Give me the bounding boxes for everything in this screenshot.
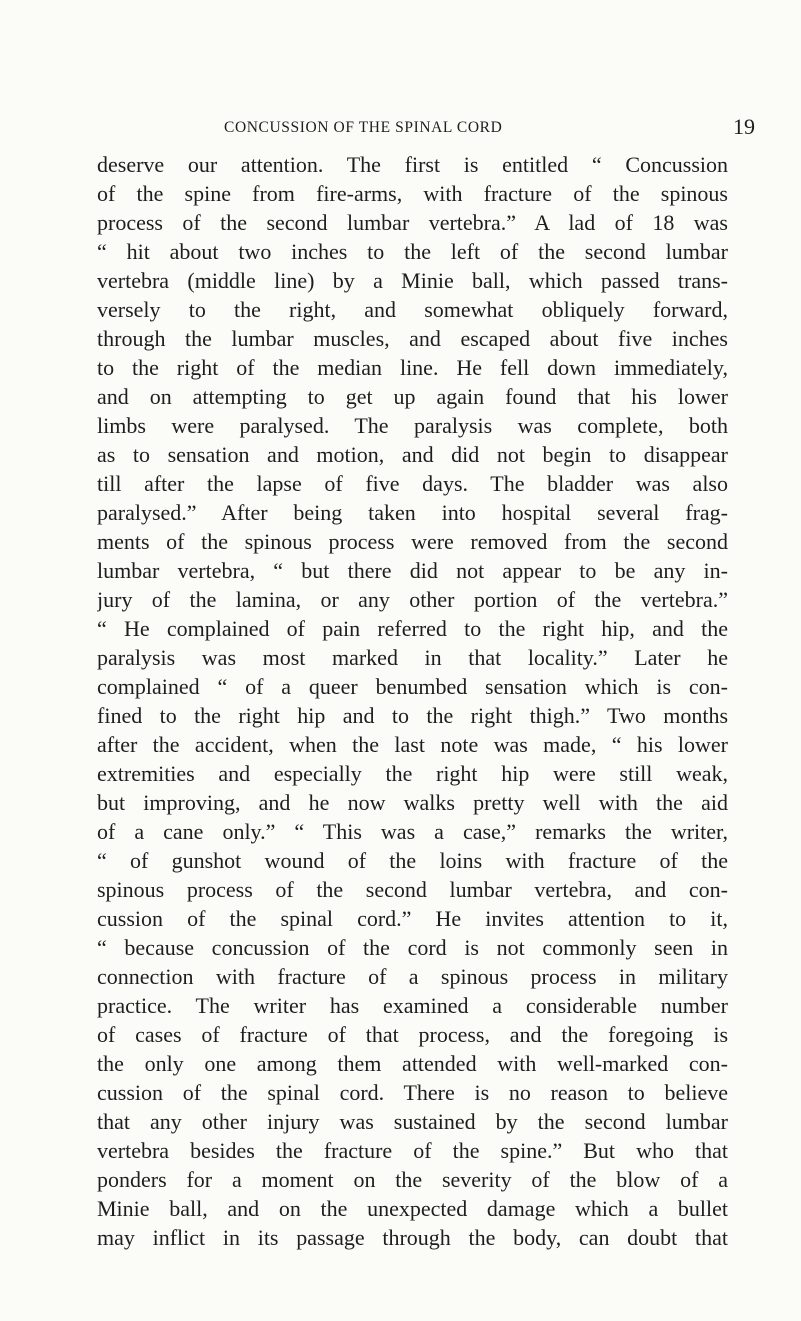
text-line: ments of the spinous process were removed from the second <box>97 529 728 554</box>
text-line: spinous process of the second lumbar vertebra, and con- <box>97 877 728 902</box>
text-line: as to sensation and motion, and did not begin to disappear <box>97 442 728 467</box>
text-line: extremities and especially the right hip were still weak, <box>97 761 728 786</box>
text-line: Minie ball, and on the unexpected damage which a bullet <box>97 1196 728 1221</box>
page-number: 19 <box>733 114 755 139</box>
text-line: to the right of the median line. He fell down immediately, <box>97 355 728 380</box>
text-line: complained “ of a queer benumbed sensation which is con- <box>97 674 728 699</box>
text-line: practice. The writer has examined a considerable number <box>97 993 728 1018</box>
text-line: may inflict in its passage through the body, can doubt that <box>97 1225 728 1250</box>
running-head: CONCUSSION OF THE SPINAL CORD <box>224 119 503 136</box>
text-line: and on attempting to get up again found that his lower <box>97 384 728 409</box>
text-line: “ of gunshot wound of the loins with fracture of the <box>97 848 728 873</box>
text-line: process of the second lumbar vertebra.” A lad of 18 was <box>97 210 728 235</box>
text-line: lumbar vertebra, “ but there did not appear to be any in- <box>97 558 728 583</box>
text-line: paralysis was most marked in that locality.” Later he <box>97 645 728 670</box>
text-line: versely to the right, and somewhat obliquely forward, <box>97 297 728 322</box>
text-line: connection with fracture of a spinous process in military <box>97 964 728 989</box>
text-line: fined to the right hip and to the right thigh.” Two months <box>97 703 728 728</box>
text-line: jury of the lamina, or any other portion of the vertebra.” <box>97 587 728 612</box>
text-line: that any other injury was sustained by the second lumbar <box>97 1109 728 1134</box>
text-line: after the accident, when the last note was made, “ his lower <box>97 732 728 757</box>
text-line: cussion of the spinal cord.” He invites attention to it, <box>97 906 728 931</box>
text-line: vertebra (middle line) by a Minie ball, which passed trans- <box>97 268 728 293</box>
text-line: cussion of the spinal cord. There is no reason to believe <box>97 1080 728 1105</box>
text-line: paralysed.” After being taken into hospital several frag- <box>97 500 728 525</box>
text-line: the only one among them attended with well-marked con- <box>97 1051 728 1076</box>
text-line: “ because concussion of the cord is not commonly seen in <box>97 935 728 960</box>
text-line: through the lumbar muscles, and escaped about five inches <box>97 326 728 351</box>
body-text <box>97 150 728 1252</box>
text-line: vertebra besides the fracture of the spine.” But who that <box>97 1138 728 1163</box>
text-line: ponders for a moment on the severity of the blow of a <box>97 1167 728 1192</box>
text-line: of a cane only.” “ This was a case,” remarks the writer, <box>97 819 728 844</box>
text-line: “ He complained of pain referred to the right hip, and the <box>97 616 728 641</box>
text-line: deserve our attention. The first is entitled “ Concussion <box>97 152 728 177</box>
text-line: limbs were paralysed. The paralysis was complete, both <box>97 413 728 438</box>
text-line: of cases of fracture of that process, and the foregoing is <box>97 1022 728 1047</box>
text-line: but improving, and he now walks pretty well with the aid <box>97 790 728 815</box>
text-line: “ hit about two inches to the left of the second lumbar <box>97 239 728 264</box>
text-line: till after the lapse of five days. The bladder was also <box>97 471 728 496</box>
text-line: of the spine from fire-arms, with fracture of the spinous <box>97 181 728 206</box>
